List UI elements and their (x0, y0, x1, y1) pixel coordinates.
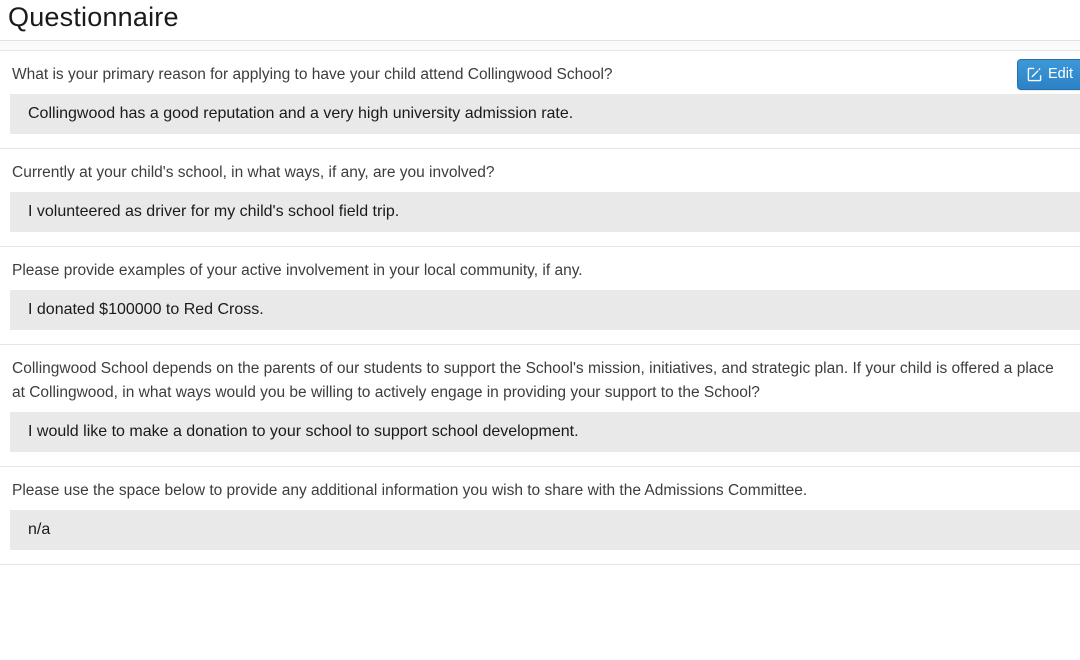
page-title: Questionnaire (8, 2, 179, 32)
pencil-square-icon (1027, 67, 1042, 82)
question-text: Please use the space below to provide any additional information you wish to share with the Admissions Committee. (12, 482, 808, 499)
questionnaire-item (0, 345, 1080, 467)
question-text: Collingwood School depends on the parents of our students to support the School's mission, initiatives, and strategic plan. If your child is offered a place at Collingwood, in what ways would you be willing to actively engage in providing your support to the School? (12, 360, 1054, 401)
questionnaire-item (0, 467, 1080, 565)
questionnaire-item (0, 51, 1080, 149)
answer-text: Collingwood has a good reputation and a very high university admission rate. (10, 94, 1080, 134)
question-text: What is your primary reason for applying to have your child attend Collingwood School? (12, 66, 613, 83)
question-text: Please provide examples of your active involvement in your local community, if any. (12, 262, 583, 279)
answer-text: n/a (10, 510, 1080, 550)
header-spacer (0, 41, 1080, 51)
edit-button[interactable] (1017, 59, 1080, 90)
answer-text: I would like to make a donation to your school to support school development. (10, 412, 1080, 452)
question-text: Currently at your child's school, in what ways, if any, are you involved? (12, 164, 495, 181)
answer-text: I volunteered as driver for my child's school field trip. (10, 192, 1080, 232)
edit-button-label: Edit (1048, 66, 1073, 82)
questionnaire-item (0, 247, 1080, 345)
questionnaire-item (0, 149, 1080, 247)
answer-text: I donated $100000 to Red Cross. (10, 290, 1080, 330)
